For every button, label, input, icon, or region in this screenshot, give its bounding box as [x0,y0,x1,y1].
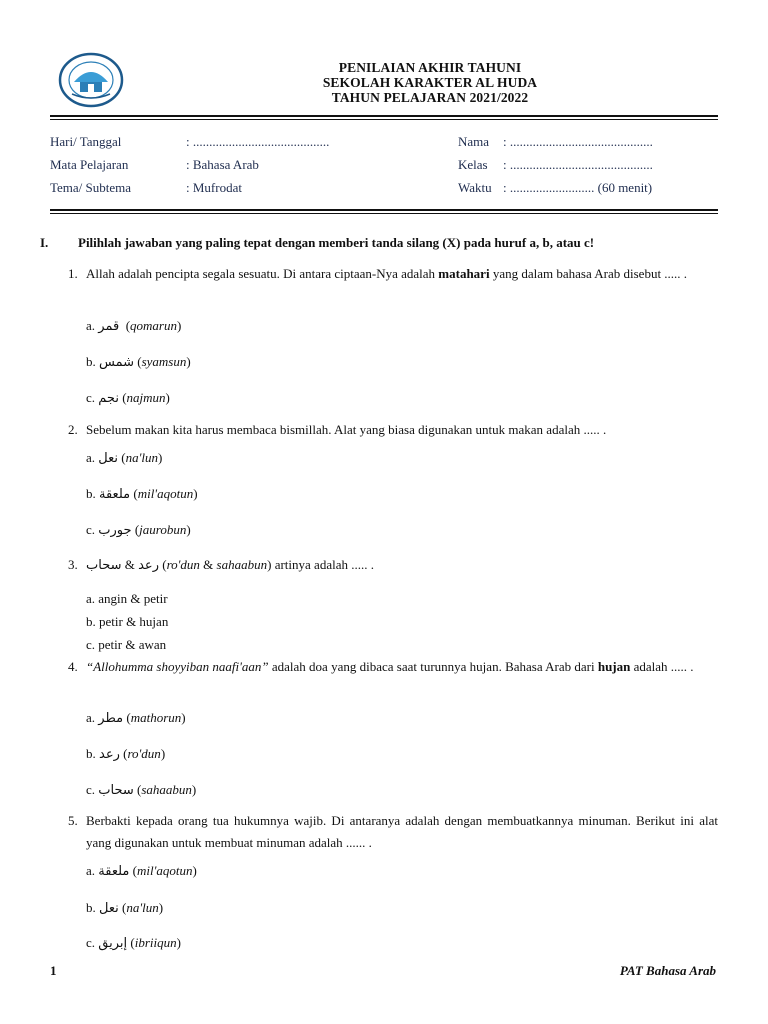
kelas-label: Kelas [458,157,488,172]
latin-transliteration: mil'aqotun [136,863,193,878]
q5-option-b[interactable]: b. نعل (na'lun) [86,900,164,916]
q5-option-a[interactable]: a. ملعقة (mil'aqotun) [86,863,197,879]
header-line-3: TAHUN PELAJARAN 2021/2022 [331,90,529,105]
q1-option-a[interactable]: a. قمر (qomarun) [86,318,182,334]
question-number: 1. [68,266,78,281]
header-line-2: SEKOLAH KARAKTER AL HUDA [322,75,538,90]
ampersand: & [203,557,214,572]
option-letter: b. [86,900,96,915]
latin-transliteration: ibriiqun [134,935,177,950]
latin-transliteration: sahaabun [216,557,268,572]
latin-transliteration: mil'aqotun [137,486,194,501]
question-text: Allah adalah pencipta segala sesuatu. Di antara ciptaan-Nya adalah [86,266,439,281]
tema-label: Tema/ Subtema [50,180,132,195]
question-4 [68,656,718,678]
question-5 [68,810,718,854]
question-2 [68,419,718,441]
waktu-value: : .......................... (60 menit) [503,180,653,195]
latin-transliteration: na'lun [125,450,159,465]
option-letter: c. [86,390,96,405]
option-letter: c. [86,522,96,537]
q3-option-b[interactable]: b. petir & hujan [86,614,169,629]
question-number: 4. [68,659,78,674]
hari-label: Hari/ Tanggal [50,134,122,149]
arabic-word: نعل [99,901,119,916]
arabic-word: رعد [138,558,159,573]
waktu-label: Waktu [458,180,492,195]
arabic-word: شمس [99,355,134,370]
arabic-word: جورب [98,523,132,538]
q4-option-b[interactable]: b. رعد (ro'dun) [86,746,166,762]
q3-option-a[interactable]: a. angin & petir [86,591,168,606]
option-letter: a. [86,863,96,878]
nama-label: Nama [458,134,490,149]
latin-transliteration: jaurobun [139,522,187,537]
option-letter: c. [86,935,96,950]
question-text: artinya adalah ..... . [271,557,374,572]
ampersand: & [124,557,135,572]
question-text: Sebelum makan kita harus membaca bismillah. Alat yang biasa digunakan untuk makan adalah ..... . [86,422,607,437]
q1-option-b[interactable]: b. شمس (syamsun) [86,354,191,370]
question-3: 3. سحاب & رعد (ro'dun & sahaabun) artinya adalah ..... . [68,554,718,577]
question-1 [68,263,718,285]
mapel-label: Mata Pelajaran [50,157,129,172]
kelas-field[interactable]: : ............................................ [503,157,653,172]
q4-option-a[interactable]: a. مطر (mathorun) [86,710,186,726]
q1-option-c[interactable]: c. نجم (najmun) [86,390,170,406]
arabic-word: إبريق [98,936,128,951]
arabic-word: مطر [98,711,124,726]
latin-transliteration: najmun [126,390,166,405]
section-instruction: Pilihlah jawaban yang paling tepat dengan memberi tanda silang (X) pada huruf a, b, atau c! [78,235,595,250]
footer-subject: PAT Bahasa Arab [619,963,716,978]
arabic-word: رعد [99,747,120,762]
school-logo [58,52,124,108]
question-number: 3. [68,557,78,572]
q2-option-b[interactable]: b. ملعقة (mil'aqotun) [86,486,198,502]
question-keyword: hujan [597,659,631,674]
q3-option-c[interactable]: c. petir & awan [86,637,167,652]
latin-transliteration: ro'dun [166,557,200,572]
option-letter: a. [86,450,96,465]
option-letter: c. [86,782,96,797]
identity-rule-thin [50,213,718,214]
latin-transliteration: sahaabun [141,782,192,797]
header-line-1: PENILAIAN AKHIR TAHUNI [338,60,522,75]
option-letter: b. [86,354,96,369]
arabic-word: نعل [98,451,119,466]
question-number: 2. [68,422,78,437]
section-number: I. [40,235,49,250]
latin-transliteration: mathorun [130,710,182,725]
q2-option-a[interactable]: a. نعل (na'lun) [86,450,163,466]
latin-transliteration: syamsun [141,354,187,369]
question-text: adalah doa yang dibaca saat turunnya hujan. Bahasa Arab dari [268,659,598,674]
identity-rule [50,209,718,211]
question-text: adalah ..... . [630,659,694,674]
page-number: 1 [50,963,57,978]
option-letter: b. [86,486,96,501]
arabic-word: نجم [98,391,119,406]
q5-option-c[interactable]: c. إبريق (ibriiqun) [86,935,181,951]
prayer-quote: “Allohumma shoyyiban naafi'aan” [86,659,269,674]
question-keyword: matahari [438,266,490,281]
mapel-value: : Bahasa Arab [186,157,259,172]
latin-transliteration: ro'dun [127,746,161,761]
arabic-word: سحاب [86,558,122,573]
question-text: yang dalam bahasa Arab disebut ..... . [489,266,688,281]
tema-value: : Mufrodat [186,180,242,195]
nama-field[interactable]: : ............................................ [503,134,653,149]
option-letter: b. [86,746,96,761]
latin-transliteration: qomarun [130,318,177,333]
option-letter: a. [86,710,96,725]
arabic-word: سحاب [98,783,134,798]
q2-option-c[interactable]: c. جورب (jaurobun) [86,522,191,538]
option-letter: a. [86,318,96,333]
hari-field[interactable]: : .......................................... [186,134,330,149]
q4-option-c[interactable]: c. سحاب (sahaabun) [86,782,197,798]
question-text: Berbakti kepada orang tua hukumnya wajib. Di antaranya adalah dengan membuatkannya minuman. Berikut ini alat yang digunakan untuk membuat minuman adalah ...... . [86,813,718,850]
arabic-word: ملعقة [99,487,131,502]
arabic-word: قمر [98,319,120,334]
arabic-word: ملعقة [98,864,130,879]
latin-transliteration: na'lun [126,900,159,915]
question-number: 5. [68,813,78,828]
header-rule-top [50,115,718,117]
header-rule-top-thin [50,119,718,120]
